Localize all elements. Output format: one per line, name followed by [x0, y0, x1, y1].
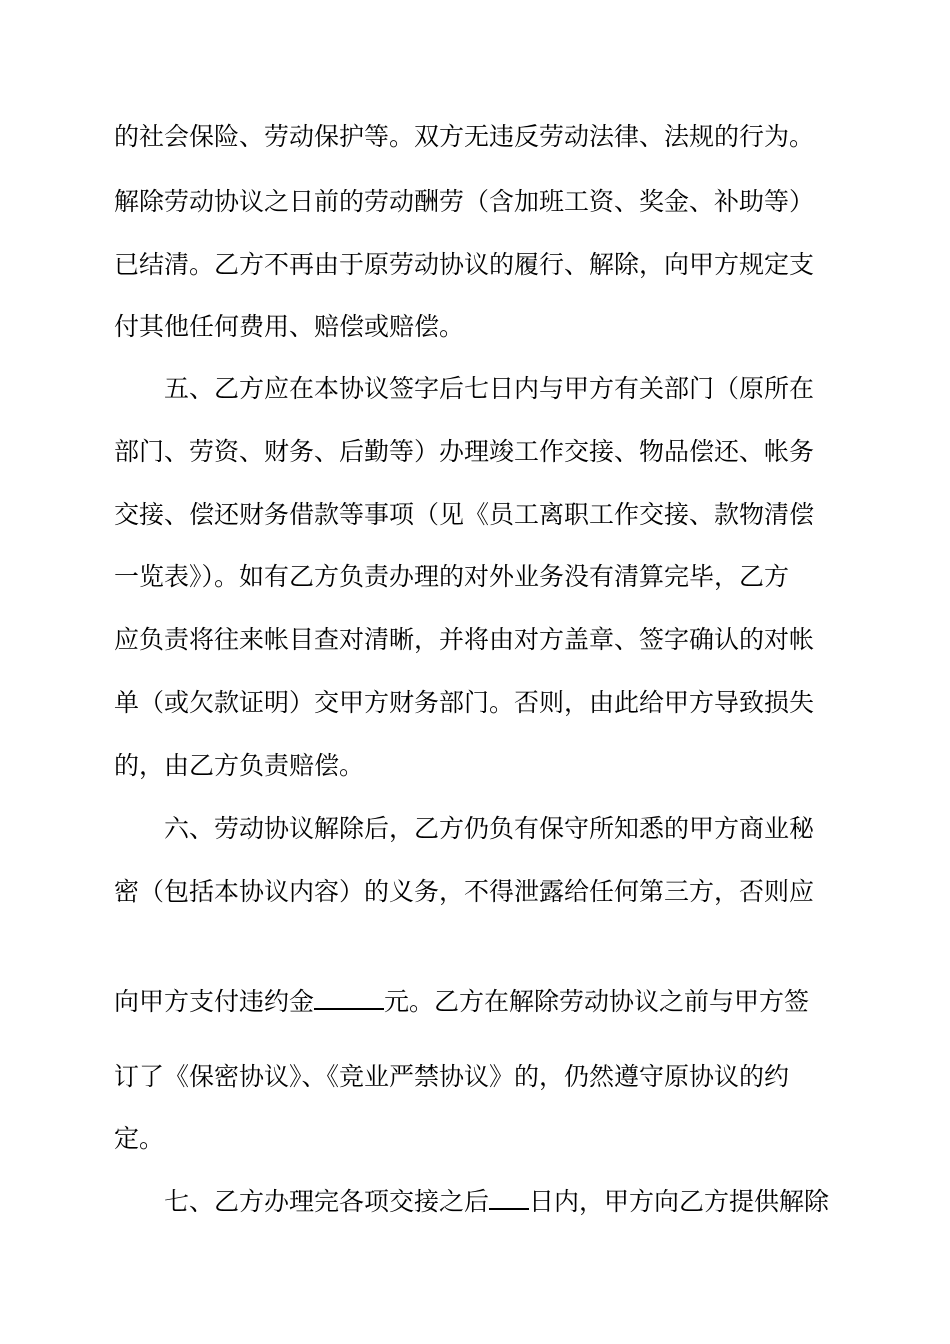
paragraph-line: 五、乙方应在本协议签字后七日内与甲方有关部门（原所在: [164, 374, 815, 403]
paragraph-line: 六、劳动协议解除后，乙方仍负有保守所知悉的甲方商业秘: [164, 814, 815, 843]
paragraph-line: 已结清。乙方不再由于原劳动协议的履行、解除，向甲方规定支: [114, 250, 815, 279]
paragraph-line: [114, 985, 844, 1019]
paragraph-line: 应负责将往来帐目查对清晰，并将由对方盖章、签字确认的对帐: [114, 625, 815, 654]
paragraph-line: 密（包括本协议内容）的义务，不得泄露给任何第三方，否则应: [114, 877, 815, 906]
paragraph-line: 的社会保险、劳动保护等。双方无违反劳动法律、法规的行为。: [114, 122, 815, 151]
paragraph-line: [164, 1185, 894, 1219]
fill-in-blank[interactable]: [489, 1186, 529, 1210]
line-text: 七、乙方办理完各项交接之后: [164, 1187, 490, 1216]
paragraph-line: 的，由乙方负责赔偿。: [114, 751, 365, 780]
paragraph-line: 部门、劳资、财务、后勤等）办理竣工作交接、物品偿还、帐务: [114, 437, 815, 466]
line-text: 元。乙方在解除劳动协议之前与甲方签: [384, 987, 810, 1016]
fill-in-blank[interactable]: [314, 986, 384, 1010]
paragraph-line: 付其他任何费用、赔偿或赔偿。: [114, 312, 465, 341]
paragraph-line: 交接、偿还财务借款等事项（见《员工离职工作交接、款物清偿: [114, 500, 815, 529]
paragraph-line: 解除劳动协议之日前的劳动酬劳（含加班工资、奖金、补助等）: [114, 187, 815, 216]
line-text: 日内，甲方向乙方提供解除: [529, 1187, 830, 1216]
paragraph-line: 一览表》）。如有乙方负责办理的对外业务没有清算完毕，乙方: [114, 562, 790, 591]
line-text: 向甲方支付违约金: [114, 987, 315, 1016]
paragraph-line: 订了《保密协议》、《竞业严禁协议》的，仍然遵守原协议的约: [114, 1062, 790, 1091]
paragraph-line: 单（或欠款证明）交甲方财务部门。否则，由此给甲方导致损失: [114, 688, 815, 717]
paragraph-line: 定。: [114, 1124, 165, 1153]
